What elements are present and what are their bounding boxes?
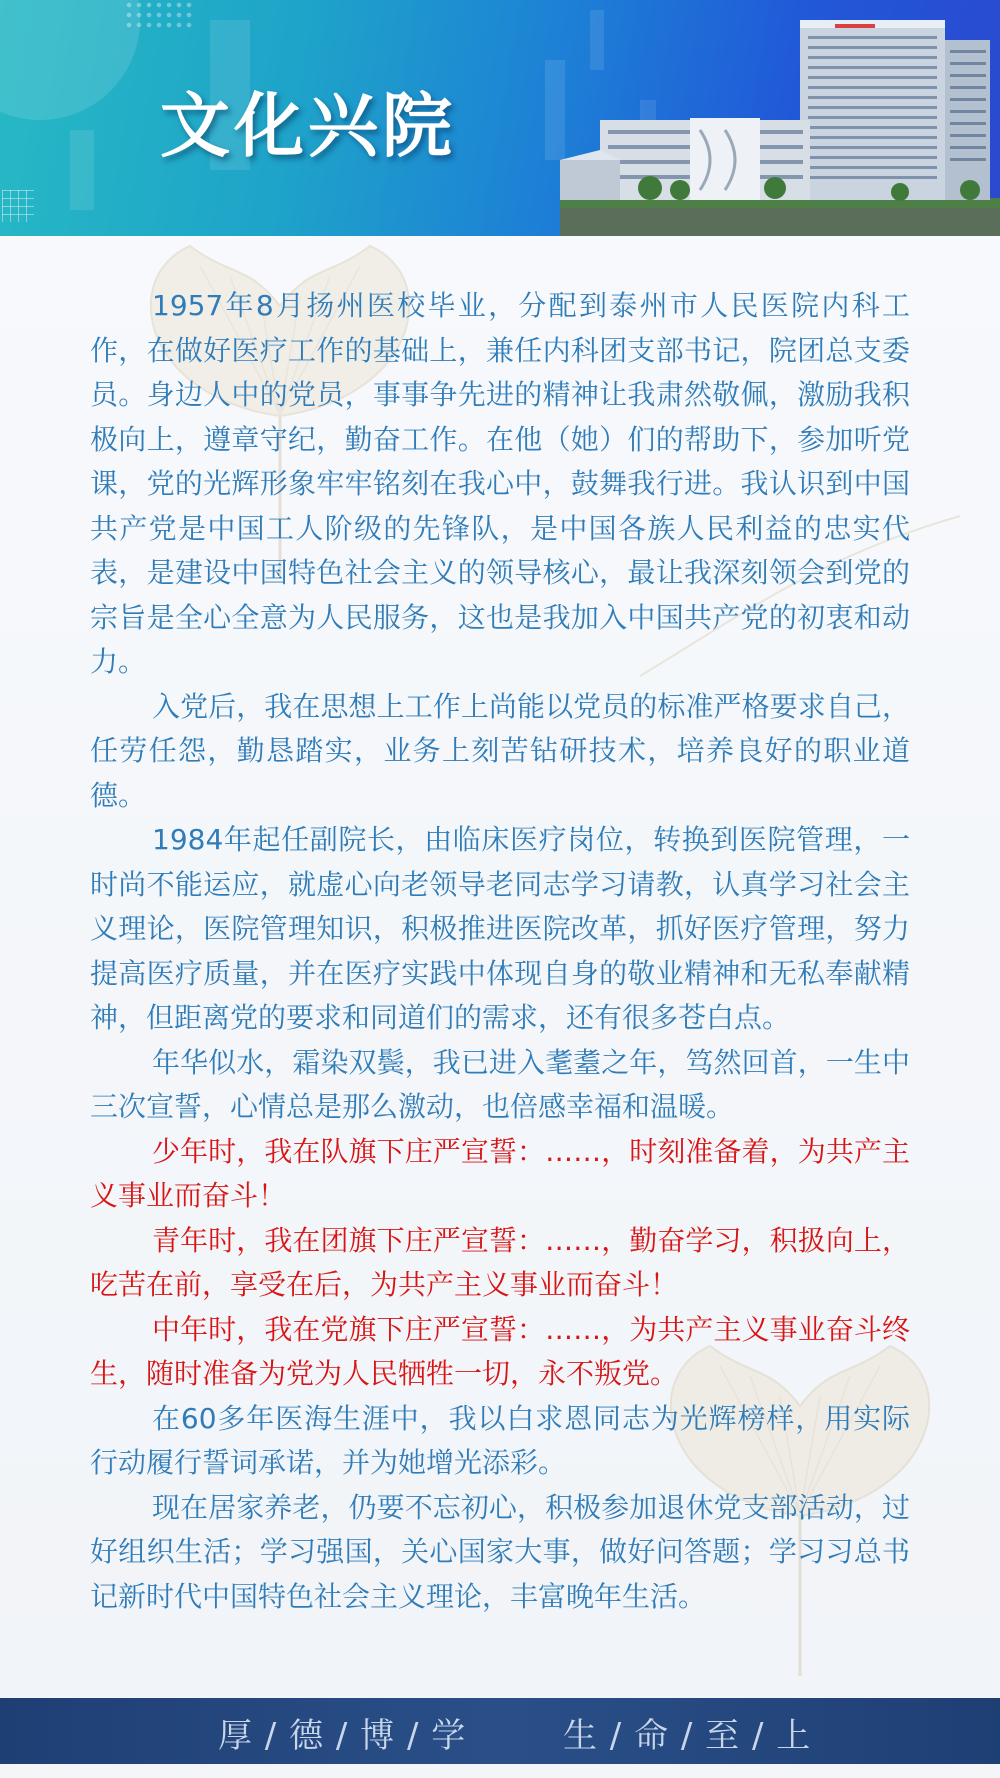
paragraph: 在60多年医海生涯中，我以白求恩同志为光辉榜样，用实际行动履行誓词承诺，并为她增光添彩。 (90, 1401, 910, 1479)
hospital-building-image (560, 0, 1000, 236)
banner-glow (0, 0, 140, 120)
footer-bar (0, 1698, 1000, 1764)
paragraph: 1984年起任副院长，由临床医疗岗位，转换到医院管理，一时尚不能运应，就虚心向老领导老同志学习请教，认真学习社会主义理论，医院管理知识，积极推进医院改革，抓好医疗管理，努力提高医疗质量，并在医疗实践中体现自身的敬业精神和无私奉献精神，但距离党的要求和同道们的需求，还有很多苍白点。 (90, 823, 910, 1034)
oath-paragraph: 中年时，我在党旗下庄严宣誓：……，为共产主义事业奋斗终生，随时准备为党为人民牺牲一切，永不叛党。 (90, 1312, 910, 1390)
article-text (90, 284, 910, 1619)
oath-paragraph: 青年时，我在团旗下庄严宣誓：……，勤奋学习，积扱向上，吃苦在前，享受在后，为共产主义事业而奋斗！ (90, 1223, 910, 1301)
skyline-decoration (70, 130, 94, 210)
oath-paragraph: 少年时，我在队旗下庄严宣誓：……，时刻准备着，为共产主义事业而奋斗！ (90, 1134, 910, 1212)
article-body (0, 236, 1000, 1696)
paragraph: 现在居家养老，仍要不忘初心，积极参加退休党支部活动，过好组织生活；学习强国，关心国家大事，做好问答题；学习习总书记新时代中国特色社会主义理论，丰富晚年生活。 (90, 1490, 910, 1613)
footer-slogan-right: 生 / 命 / 至 / 上 (563, 1716, 812, 1756)
banner-dot-pattern (124, 0, 194, 30)
paragraph: 年华似水，霜染双鬓，我已进入耄耋之年，笃然回首，一生中三次宣誓，心情总是那么激动，也倍感幸福和温暖。 (90, 1045, 910, 1123)
grid-decoration-icon (2, 190, 34, 222)
page-title: 文化兴院 (160, 84, 456, 167)
paragraph: 入党后，我在思想上工作上尚能以党员的标准严格要求自己，任劳任怨，勤恳踏实，业务上刻苦钻研技术，培养良好的职业道德。 (90, 689, 910, 812)
footer-slogan-left: 厚 / 德 / 博 / 学 (218, 1716, 467, 1756)
paragraph: 1957年8月扬州医校毕业，分配到泰州市人民医院内科工作，在做好医疗工作的基础上，兼任内科团支部书记，院团总支委员。身边人中的党员，事事争先进的精神让我肃然敬佩，激励我积极向上，遵章守纪，勤奋工作。在他（她）们的帮助下，参加听党课，党的光辉形象牢牢铭刻在我心中，鼓舞我行进。我认识到中国共产党是中国工人阶级的先锋队，是中国各族人民利益的忠实代表，是建设中国特色社会主义的领导核心，最让我深刻领会到党的宗旨是全心全意为人民服务，这也是我加入中国共产党的初衷和动力。 (90, 289, 910, 678)
header-banner (0, 0, 1000, 236)
